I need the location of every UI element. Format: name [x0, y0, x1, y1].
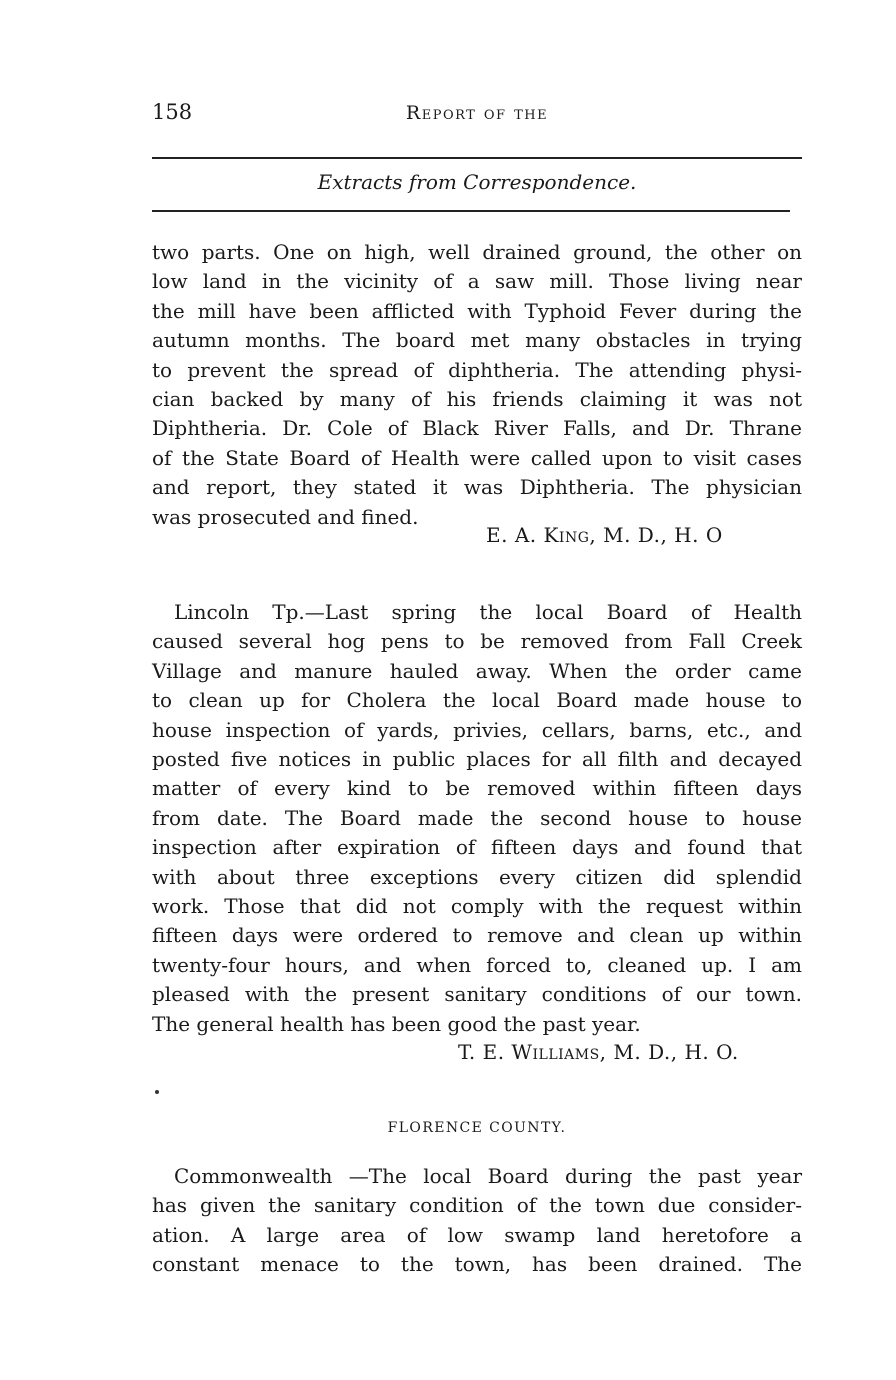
paragraph-1	[152, 238, 802, 532]
text-line: posted five notices in public places for all filth and decayed	[152, 747, 802, 772]
paragraph-3	[152, 1162, 802, 1280]
text-line: pleased with the present sanitary conditions of our town.	[152, 982, 802, 1007]
text-line: Village and manure hauled away. When the order came	[152, 658, 802, 683]
text-line: was prosecuted and fined.	[152, 504, 419, 529]
bottom-rule	[152, 210, 790, 212]
text-line: house inspection of yards, privies, cellars, barns, etc., and	[152, 717, 802, 742]
text-line: ation. A large area of low swamp land heretofore a	[152, 1222, 802, 1247]
text-line: has given the sanitary condition of the town due consider-	[152, 1193, 802, 1218]
text-line: constant menace to the town, has been drained. The	[152, 1252, 802, 1277]
signature-king: E. A. King, M. D., H. O	[486, 523, 723, 547]
page-header	[152, 100, 802, 132]
section-title: Extracts from Correspondence.	[317, 170, 637, 194]
text-line: and report, they stated it was Diphtheria. The physician	[152, 475, 802, 500]
text-line: to prevent the spread of diphtheria. The attending physi-	[152, 357, 802, 382]
text-line: of the State Board of Health were called upon to visit cases	[152, 445, 802, 470]
text-line: to clean up for Cholera the local Board made house to	[152, 688, 802, 713]
text-line: the mill have been afflicted with Typhoid Fever during the	[152, 298, 802, 323]
county-heading: FLORENCE COUNTY.	[387, 1120, 567, 1136]
text-line: Lincoln Tp.—Last spring the local Board of Health	[174, 600, 802, 624]
text-line: caused several hog pens to be removed from Fall Creek	[152, 629, 802, 654]
text-line: matter of every kind to be removed within fifteen days	[152, 776, 802, 801]
text-line: two parts. One on high, well drained ground, the other on	[152, 240, 802, 264]
text-line: autumn months. The board met many obstacles in trying	[152, 328, 802, 353]
text-line: The general health has been good the past year.	[152, 1011, 641, 1036]
signature-williams: T. E. Williams, M. D., H. O.	[458, 1040, 739, 1064]
text-line: Diphtheria. Dr. Cole of Black River Falls, and Dr. Thrane	[152, 416, 802, 441]
running-title: Report of the	[405, 102, 549, 124]
text-line: twenty-four hours, and when forced to, cleaned up. I am	[152, 952, 802, 977]
text-line: low land in the vicinity of a saw mill. Those living near	[152, 269, 802, 294]
page-number: 158	[152, 100, 193, 124]
text-line: work. Those that did not comply with the request within	[152, 894, 802, 919]
text-line: inspection after expiration of fifteen days and found that	[152, 835, 802, 860]
text-line: fifteen days were ordered to remove and clean up within	[152, 923, 802, 948]
text-line: Commonwealth —The local Board during the past year	[174, 1164, 802, 1188]
text-line: cian backed by many of his friends claiming it was not	[152, 387, 802, 412]
ink-dot	[155, 1090, 159, 1094]
text-line: from date. The Board made the second house to house	[152, 805, 802, 830]
top-rule	[152, 157, 802, 159]
text-line: with about three exceptions every citizen did splendid	[152, 864, 802, 889]
paragraph-2	[152, 598, 802, 1039]
